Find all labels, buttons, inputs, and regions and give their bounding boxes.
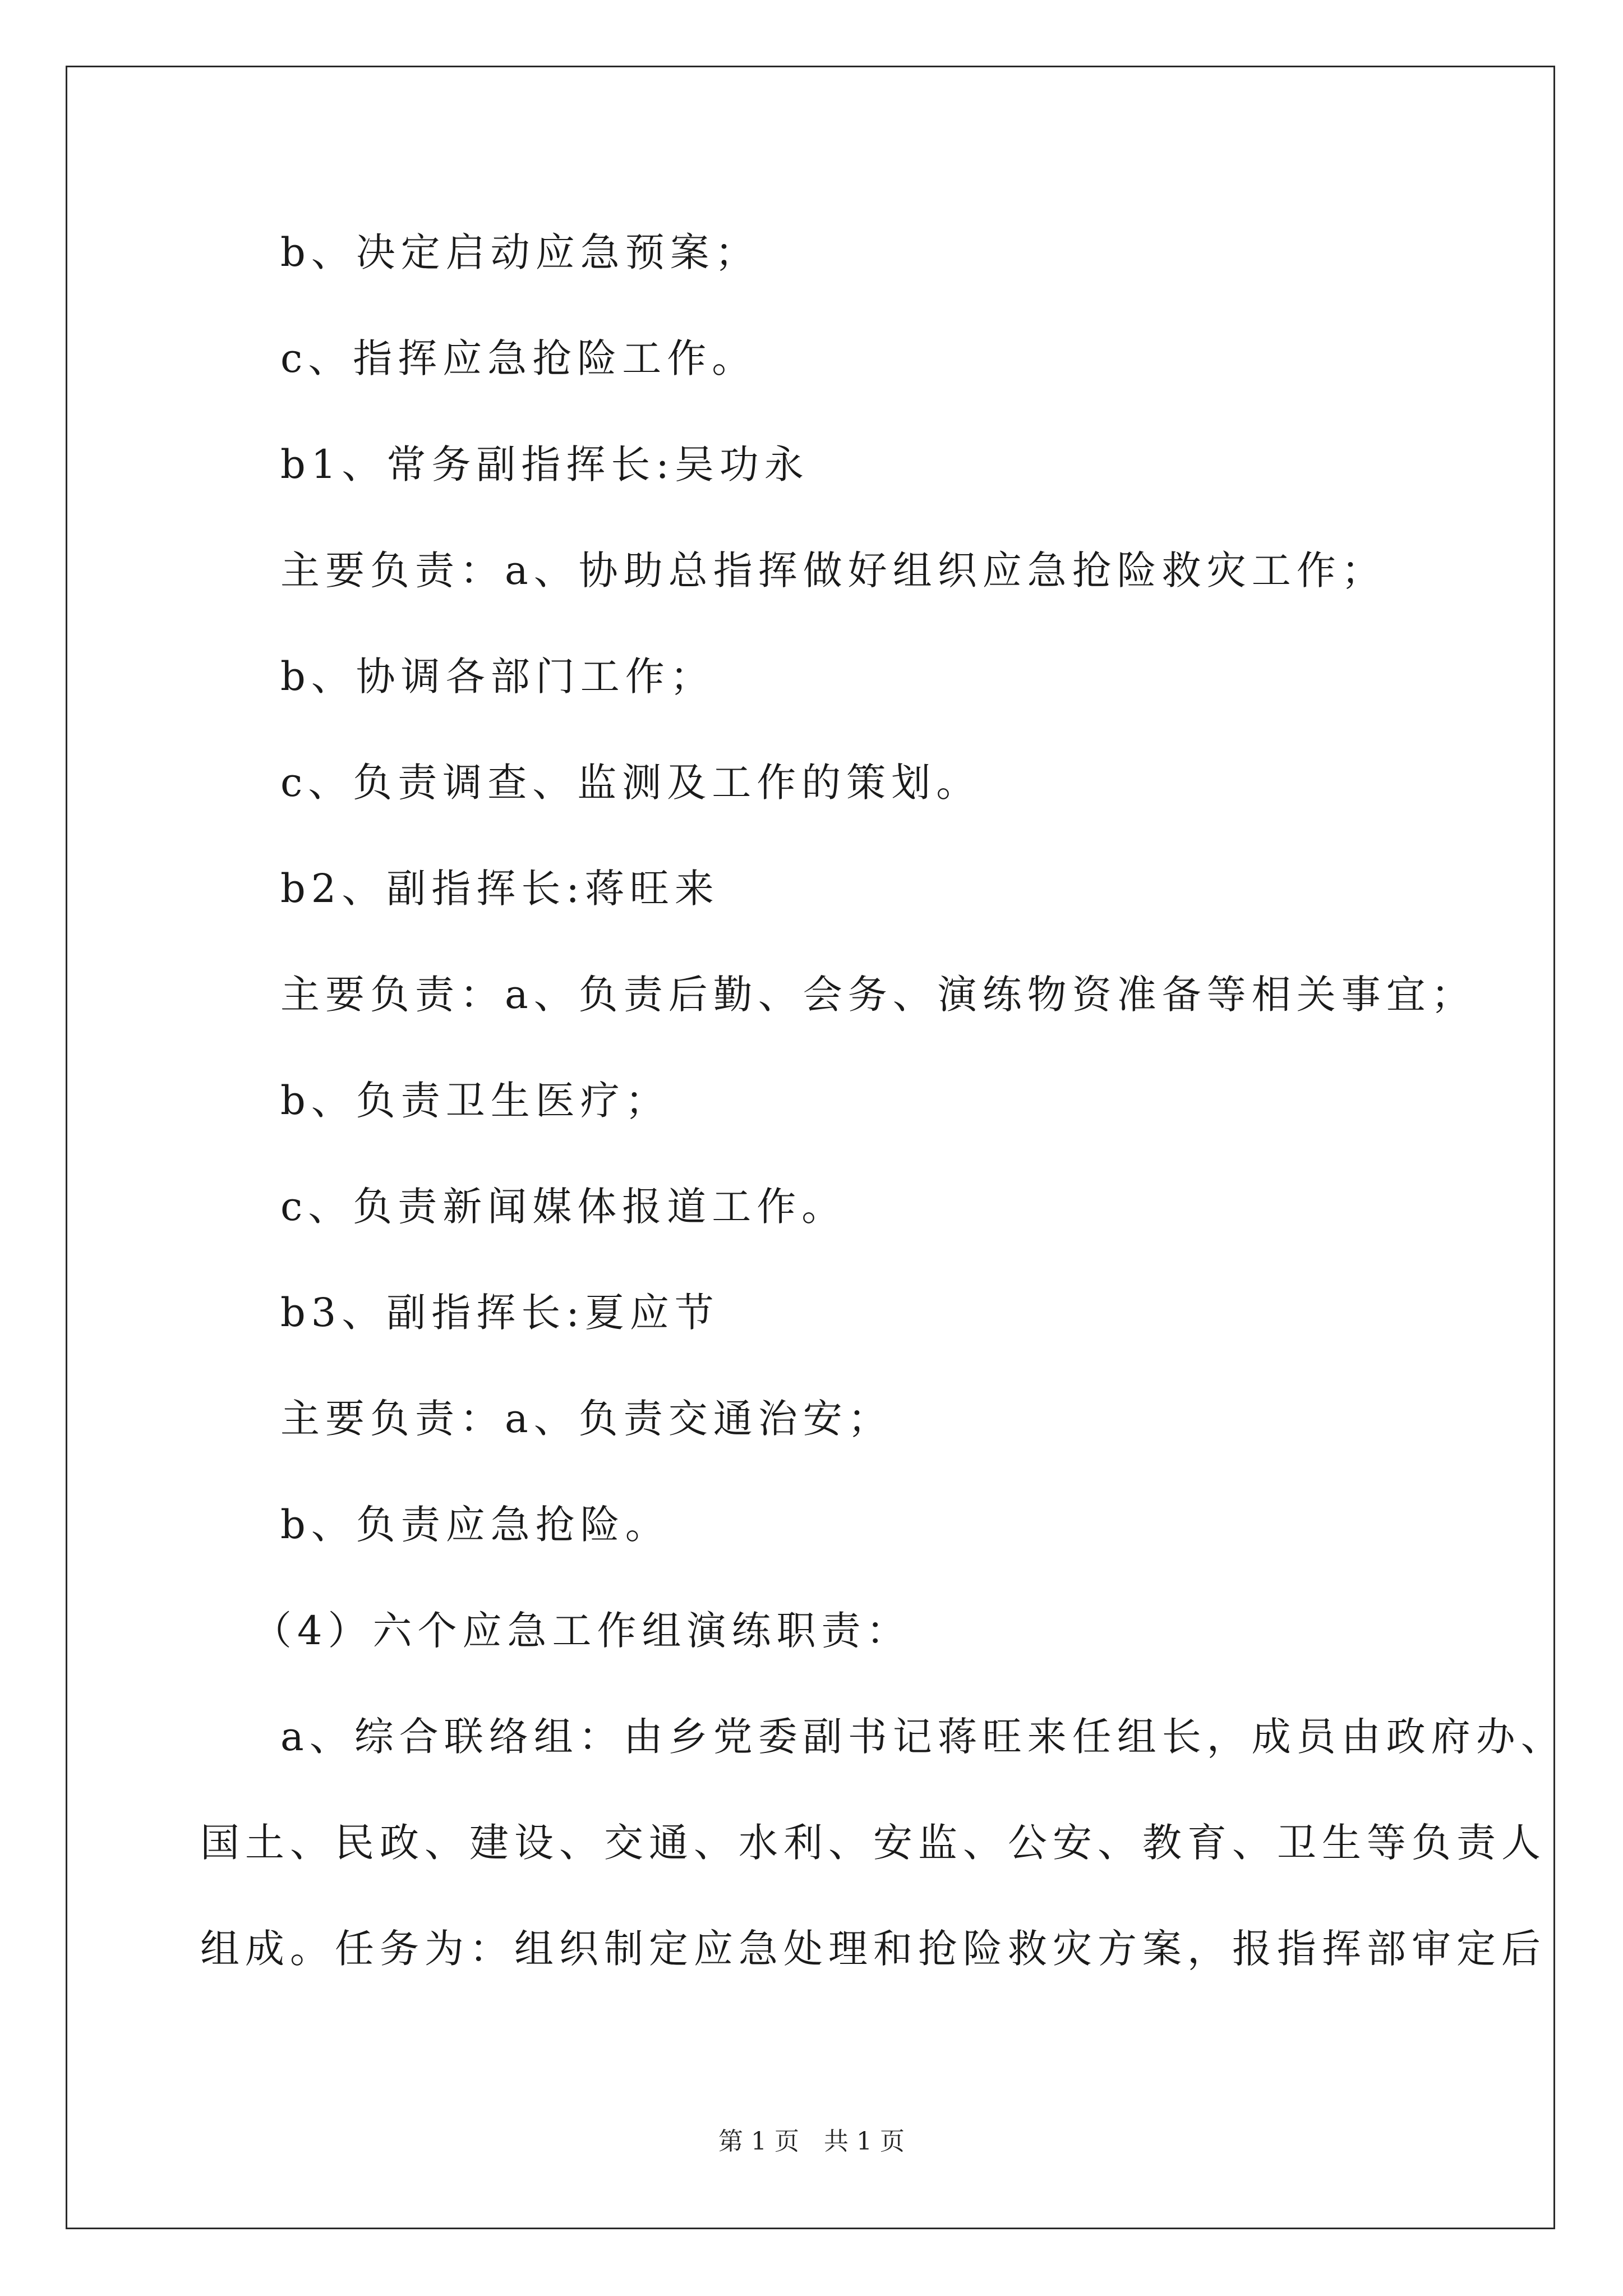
text-line: b1、常务副指挥长:吴功永 [280,441,809,487]
text-line: 国土、民政、建设、交通、水利、安监、公安、教育、卫生等负责人 [200,1820,1546,1866]
text-line: 主要负责：a、负责后勤、会务、演练物资准备等相关事宜； [280,972,1476,1018]
text-line: 组成。任务为：组织制定应急处理和抢险救灾方案，报指挥部审定后 [200,1926,1546,1972]
text-line: b、决定启动应急预案； [280,229,760,275]
text-line: b、负责应急抢险。 [280,1502,670,1548]
text-line: 主要负责：a、负责交通治安； [280,1396,893,1442]
text-line: b3、副指挥长:夏应节 [280,1290,720,1336]
text-line: 主要负责：a、协助总指挥做好组织应急抢险救灾工作； [280,547,1386,593]
text-line: b、负责卫生医疗； [280,1078,670,1124]
page-border [66,66,1555,2229]
text-line: c、负责新闻媒体报道工作。 [280,1184,847,1230]
text-line: b2、副指挥长:蒋旺来 [280,866,720,912]
page-footer: 第 1 页 共 1 页 [718,2127,905,2156]
text-line: b、协调各部门工作； [280,654,715,700]
section-heading: （4）六个应急工作组演练职责： [252,1608,911,1654]
text-line: c、指挥应急抢险工作。 [280,335,757,381]
text-line: c、负责调查、监测及工作的策划。 [280,760,981,806]
text-line: a、综合联络组：由乡党委副书记蒋旺来任组长，成员由政府办、 [280,1714,1566,1760]
